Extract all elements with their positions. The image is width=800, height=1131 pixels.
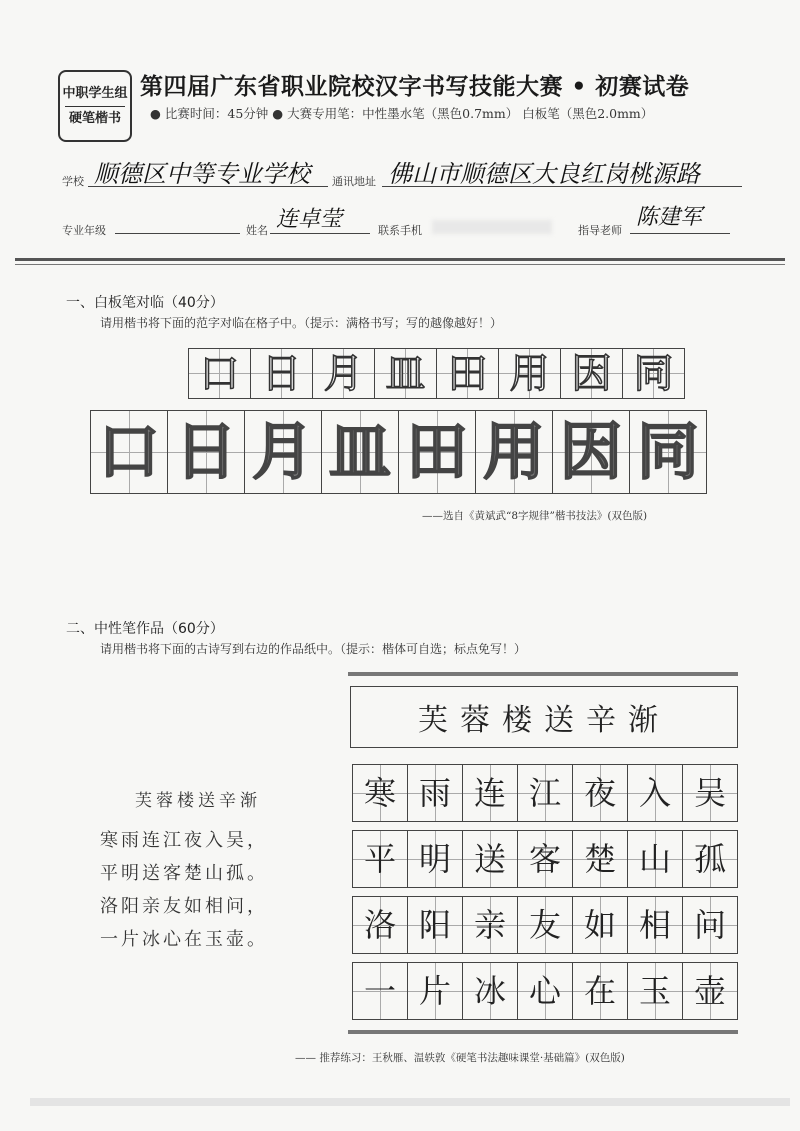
practice-cell[interactable]	[375, 349, 437, 398]
work-char: 相	[638, 906, 671, 944]
work-cell[interactable]	[628, 765, 683, 821]
model-char: 月	[251, 415, 314, 488]
work-char: 夜	[583, 774, 616, 812]
model-char: 皿	[328, 415, 391, 488]
work-row	[352, 830, 738, 888]
work-row	[352, 896, 738, 954]
work-char: 楚	[583, 840, 616, 878]
work-cell[interactable]	[463, 831, 518, 887]
work-title: 芙蓉楼送辛渐	[418, 703, 670, 738]
practice-cell[interactable]	[499, 349, 561, 398]
work-cell[interactable]	[573, 831, 628, 887]
work-char: 片	[418, 972, 451, 1010]
badge-category: 硬笔楷书	[68, 110, 121, 126]
model-cell	[399, 411, 476, 493]
model-cell	[91, 411, 168, 493]
work-cell[interactable]	[463, 963, 518, 1019]
practice-cell[interactable]	[437, 349, 499, 398]
work-cell[interactable]	[463, 897, 518, 953]
work-cell[interactable]	[573, 897, 628, 953]
work-char: 明	[418, 840, 451, 878]
practice-cell[interactable]	[561, 349, 623, 398]
work-cell[interactable]	[628, 963, 683, 1019]
work-cell[interactable]	[683, 831, 737, 887]
group-badge	[58, 70, 132, 142]
work-char: 入	[638, 774, 671, 812]
section1-source: ——选自《黄斌武“8字规律”楷书技法》(双色版)	[422, 510, 648, 522]
model-char: 因	[559, 415, 622, 488]
teacher-underline	[630, 233, 730, 234]
work-row	[352, 764, 738, 822]
work-char: 问	[693, 906, 726, 944]
address-label: 通讯地址	[332, 175, 376, 188]
model-cell	[630, 411, 706, 493]
model-cell	[476, 411, 553, 493]
model-cell	[245, 411, 322, 493]
work-top-band	[348, 672, 738, 676]
work-cell[interactable]	[408, 963, 463, 1019]
practice-char: 同	[633, 350, 674, 397]
practice-cell[interactable]	[189, 349, 251, 398]
work-cell[interactable]	[408, 897, 463, 953]
model-cell	[322, 411, 399, 493]
poem-line: 洛阳亲友如相问，	[100, 896, 268, 917]
major-field[interactable]	[115, 233, 240, 234]
work-char: 连	[473, 774, 506, 812]
header-rule-thin	[15, 264, 785, 265]
work-char: 平	[363, 840, 396, 878]
work-char: 心	[528, 972, 561, 1010]
poem-line: 平明送客楚山孤。	[100, 863, 268, 884]
practice-cell[interactable]	[251, 349, 313, 398]
practice-char: 皿	[385, 350, 426, 397]
work-cell[interactable]	[518, 831, 573, 887]
work-char: 客	[528, 840, 561, 878]
work-char: 吴	[693, 774, 726, 812]
work-char: 一	[363, 972, 396, 1010]
teacher-field[interactable]: 陈建军	[636, 205, 703, 230]
model-char: 日	[174, 415, 237, 488]
exam-subtitle: ● 比赛时间：45分钟 ● 大赛专用笔：中性墨水笔（黑色0.7mm） 白板笔（黑色2.0mm）	[150, 106, 654, 121]
work-char: 寒	[363, 774, 396, 812]
work-cell[interactable]	[353, 831, 408, 887]
model-grid	[90, 410, 707, 494]
badge-group: 中职学生组	[62, 85, 128, 101]
name-underline	[270, 233, 370, 234]
work-cell[interactable]	[408, 765, 463, 821]
phone-field-redacted[interactable]	[432, 220, 552, 234]
work-cell[interactable]	[518, 765, 573, 821]
work-cell[interactable]	[353, 897, 408, 953]
model-cell	[168, 411, 245, 493]
work-cell[interactable]	[408, 831, 463, 887]
work-char: 江	[528, 774, 561, 812]
teacher-label: 指导老师	[578, 224, 622, 237]
work-char: 洛	[363, 906, 396, 944]
work-char: 友	[528, 906, 561, 944]
work-cell[interactable]	[628, 831, 683, 887]
work-cell[interactable]	[518, 963, 573, 1019]
work-cell[interactable]	[573, 963, 628, 1019]
work-cell[interactable]	[353, 765, 408, 821]
work-char: 阳	[418, 906, 451, 944]
work-cell[interactable]	[683, 765, 737, 821]
recommend-note: —— 推荐练习：王秋雁、温轶敦《硬笔书法趣味课堂·基础篇》(双色版)	[295, 1052, 625, 1064]
major-label: 专业年级	[62, 224, 106, 237]
exam-title: 第四届广东省职业院校汉字书写技能大赛 • 初赛试卷	[140, 74, 690, 100]
phone-label: 联系手机	[378, 224, 422, 237]
model-char: 田	[405, 415, 468, 488]
section1-heading: 一、白板笔对临（40分）	[66, 295, 224, 311]
work-char: 亲	[473, 906, 506, 944]
address-field[interactable]: 佛山市顺德区大良红岗桃源路	[388, 160, 700, 188]
practice-char: 用	[509, 350, 550, 397]
work-cell[interactable]	[518, 897, 573, 953]
work-cell[interactable]	[353, 963, 408, 1019]
header-rule-thick	[15, 258, 785, 261]
school-label: 学校	[62, 175, 84, 188]
work-cell[interactable]	[683, 897, 737, 953]
poem-title: 芙蓉楼送辛渐	[135, 791, 261, 811]
work-char: 送	[473, 840, 506, 878]
work-cell[interactable]	[573, 765, 628, 821]
scan-edge	[30, 1098, 790, 1106]
work-char: 冰	[473, 972, 506, 1010]
work-char: 玉	[638, 972, 671, 1010]
practice-char: 月	[323, 350, 364, 397]
section1-instruction: 请用楷书将下面的范字对临在格子中。（提示：满格书写；写的越像越好！）	[100, 316, 503, 330]
practice-cell[interactable]	[623, 349, 684, 398]
model-char: 口	[97, 415, 160, 488]
poem-line: 寒雨连江夜入吴，	[100, 830, 268, 851]
work-cell[interactable]	[463, 765, 518, 821]
school-field[interactable]: 顺德区中等专业学校	[94, 160, 310, 188]
work-cell[interactable]	[683, 963, 737, 1019]
section2-heading: 二、中性笔作品（60分）	[66, 621, 224, 637]
practice-grid	[188, 348, 685, 399]
practice-char: 口	[199, 350, 240, 397]
work-char: 壶	[693, 972, 726, 1010]
practice-cell[interactable]	[313, 349, 375, 398]
work-cell[interactable]	[628, 897, 683, 953]
model-cell	[553, 411, 630, 493]
name-field[interactable]: 连卓莹	[276, 207, 343, 232]
practice-char: 因	[571, 350, 612, 397]
name-label: 姓名	[246, 224, 268, 237]
work-bottom-band	[348, 1030, 738, 1034]
poem-line: 一片冰心在玉壶。	[100, 929, 268, 950]
work-char: 在	[583, 972, 616, 1010]
work-row	[352, 962, 738, 1020]
practice-char: 田	[447, 350, 488, 397]
section2-instruction: 请用楷书将下面的古诗写到右边的作品纸中。（提示：楷体可自选；标点免写！）	[100, 642, 527, 656]
model-char: 同	[636, 415, 699, 488]
work-char: 雨	[418, 774, 451, 812]
model-char: 用	[482, 415, 545, 488]
work-char: 如	[583, 906, 616, 944]
work-char: 山	[638, 840, 671, 878]
work-char: 孤	[693, 840, 726, 878]
work-title-box[interactable]	[350, 686, 738, 748]
practice-char: 日	[261, 350, 302, 397]
